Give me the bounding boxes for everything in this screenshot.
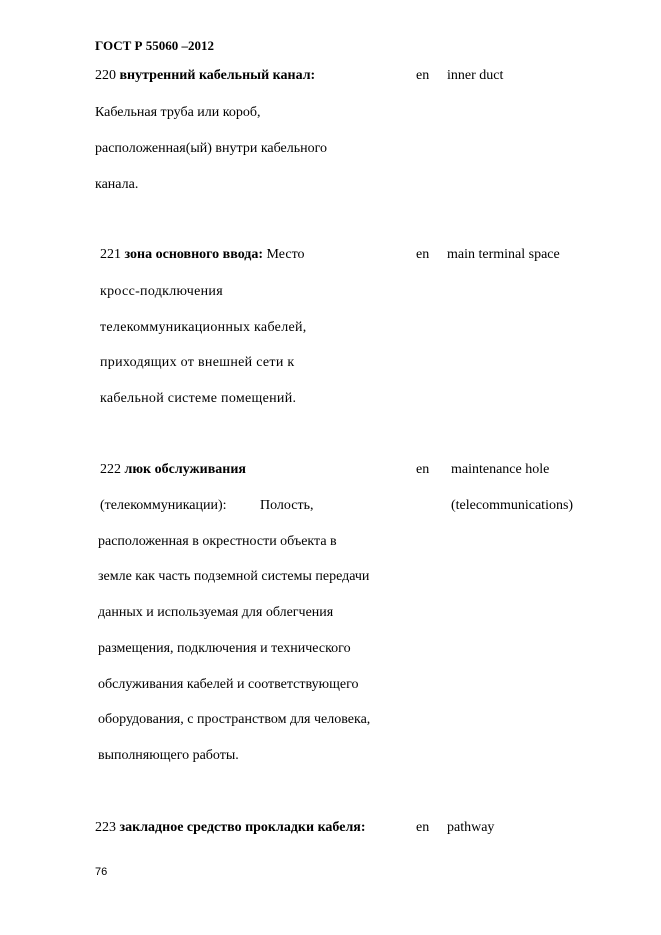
term-221-definition-line: кабельной системе помещений. — [100, 391, 297, 406]
term-number: 221 — [100, 247, 121, 262]
term-number: 220 — [95, 68, 116, 83]
document-header: ГОСТ Р 55060 –2012 — [95, 38, 214, 53]
term-220-definition-line: Кабельная труба или короб, — [95, 105, 261, 120]
term-220-lang: en — [416, 68, 430, 83]
term-223-heading — [95, 820, 366, 836]
term-221-definition-line: кросс-подключения — [100, 284, 223, 299]
term-220-definition-line: канала. — [95, 177, 139, 192]
term-name: зона основного ввода: — [124, 247, 264, 262]
term-220-heading — [95, 68, 315, 84]
term-221-lang: en — [416, 247, 430, 262]
term-221-en-term: main terminal space — [447, 247, 560, 262]
term-name: закладное средство прокладки кабеля: — [119, 820, 366, 835]
term-222-definition-line: обслуживания кабелей и соответствующего — [98, 677, 359, 692]
term-222-second-line-a: (телекоммуникации): — [100, 498, 227, 513]
term-number: 223 — [95, 820, 116, 835]
term-name: люк обслуживания — [124, 462, 246, 477]
term-220-definition-line: расположенная(ый) внутри кабельного — [95, 141, 328, 156]
term-222-definition-line: оборудования, с пространством для человека, — [98, 712, 371, 727]
term-221-heading — [100, 247, 305, 263]
term-221-definition-line: телекоммуникационных кабелей, — [100, 320, 307, 335]
term-222-heading — [100, 462, 246, 478]
term-222-definition-line: размещения, подключения и технического — [98, 641, 351, 656]
term-222-definition-line: земле как часть подземной системы передачи — [98, 569, 370, 584]
term-223-lang: en — [416, 820, 430, 835]
term-name: внутренний кабельный канал: — [119, 68, 316, 83]
term-223-en-term: pathway — [447, 820, 495, 835]
term-definition-start: Место — [266, 247, 305, 262]
term-222-en-term: maintenance hole — [451, 462, 550, 477]
term-220-en-term: inner duct — [447, 68, 504, 83]
term-222-lang: en — [416, 462, 430, 477]
term-222-definition-line: расположенная в окрестности объекта в — [98, 534, 337, 549]
term-222-en-term-qualifier: (telecommunications) — [451, 498, 574, 513]
page-number: 76 — [95, 866, 108, 878]
term-222-second-line-b: Полость, — [260, 498, 314, 513]
term-222-definition-line: данных и используемая для облегчения — [98, 605, 334, 620]
term-222-definition-line: выполняющего работы. — [98, 748, 239, 763]
term-number: 222 — [100, 462, 121, 477]
term-221-definition-line: приходящих от внешней сети к — [100, 355, 295, 370]
